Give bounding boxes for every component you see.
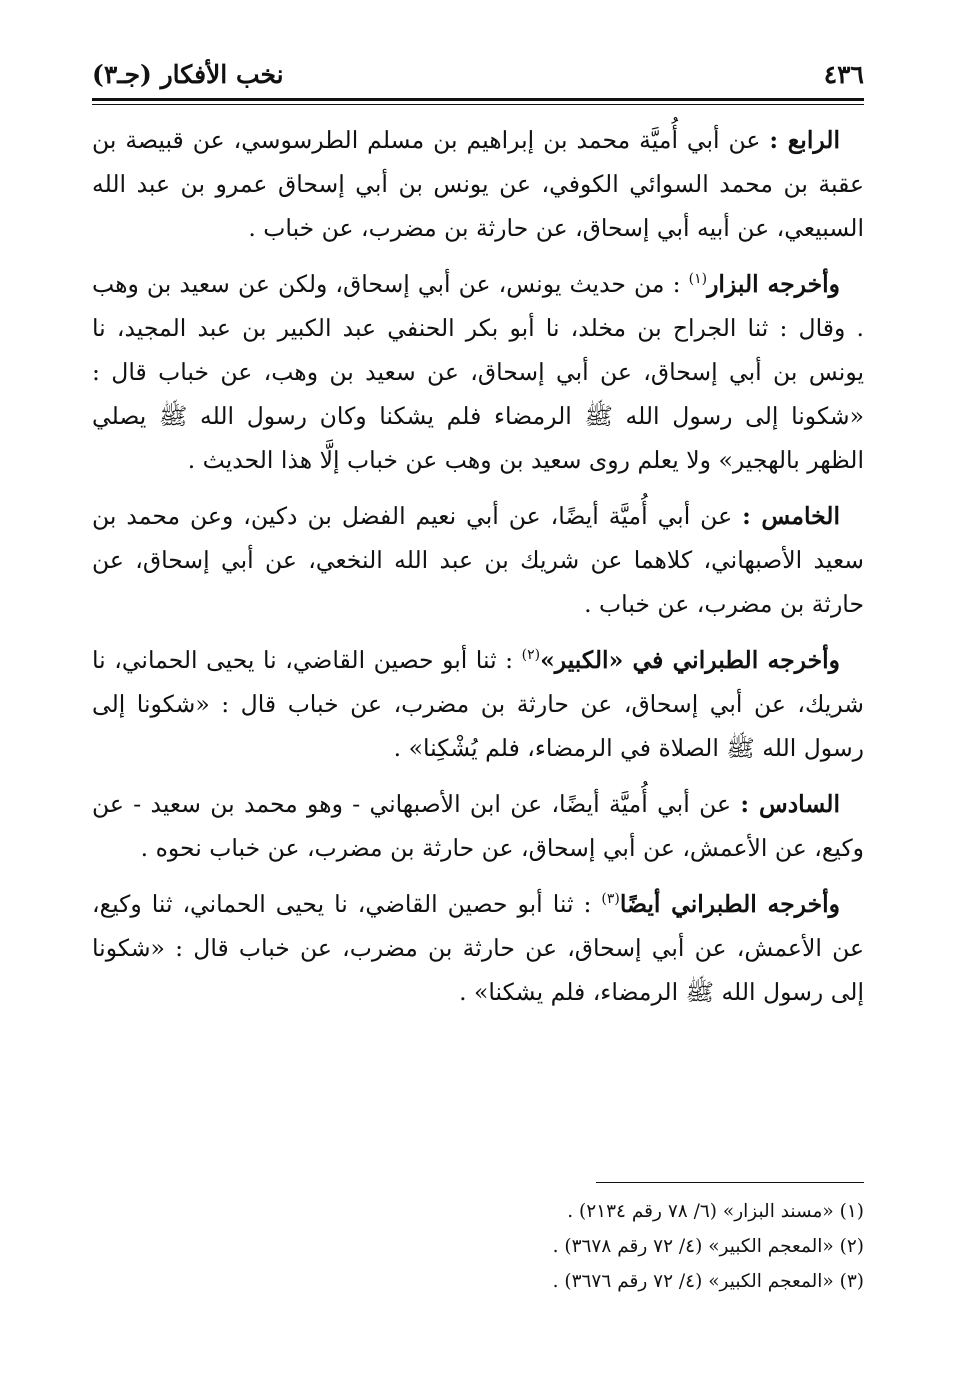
paragraph-text: : ثنا أبو حصين القاضي، نا يحيى الحماني، ثنا وكيع، عن الأعمش، عن أبي إسحاق، عن حارثة بن مضرب، عن خباب قال : «شكونا إلى رسول الله ﷺ الرمضاء، فلم يشكنا» . <box>92 890 864 1006</box>
paragraph-bazzar <box>92 262 864 482</box>
paragraph-tabarani-kabir <box>92 638 864 770</box>
paragraph-chain-6 <box>92 782 864 870</box>
paragraph-tabarani-also <box>92 882 864 1014</box>
footnote-ref-2[interactable]: (٢) <box>521 647 541 664</box>
header-rule-thin <box>92 104 864 105</box>
paragraph-lead: وأخرجه البزار <box>707 270 840 298</box>
paragraph-text: عن أبي أُميَّة أيضًا، عن ابن الأصبهاني - وهو محمد بن سعيد - عن وكيع، عن الأعمش، عن أبي إسحاق، عن حارثة بن مضرب، عن خباب نحوه . <box>92 790 864 862</box>
book-title: نخب الأفكار (جـ٣) <box>92 59 284 89</box>
paragraph-text: عن أبي أُميَّة أيضًا، عن أبي نعيم الفضل بن دكين، وعن محمد بن سعيد الأصبهاني، كلاهما عن شريك بن عبد الله النخعي، عن أبي إسحاق، عن حارثة بن مضرب، عن خباب . <box>92 502 864 618</box>
paragraph-text: : ثنا أبو حصين القاضي، نا يحيى الحماني، نا شريك، عن أبي إسحاق، عن حارثة بن مضرب، عن خباب قال : «شكونا إلى رسول الله ﷺ الصلاة في الرمضاء، فلم يُشْكِنا» . <box>92 646 864 762</box>
paragraph-text: عن أبي أُميَّة محمد بن إبراهيم بن مسلم الطرسوسي، عن قبيصة بن عقبة بن محمد السوائي الكوفي، عن يونس بن أبي إسحاق عمرو بن عبد الله السبيعي، عن أبيه أبي إسحاق، عن حارثة بن مضرب، عن خباب . <box>92 126 864 242</box>
footnote-ref-1[interactable]: (١) <box>688 271 708 288</box>
header-rule-thick <box>92 98 864 101</box>
paragraph-lead: الخامس : <box>742 502 840 530</box>
footnote-3: (٣) «المعجم الكبير» (٤/ ٧٢ رقم ٣٦٧٦) . <box>552 1271 864 1292</box>
running-header <box>92 52 864 96</box>
paragraph-chain-5 <box>92 494 864 626</box>
footnote-1: (١) «مسند البزار» (٦/ ٧٨ رقم ٢١٣٤) . <box>567 1201 864 1222</box>
paragraph-chain-4 <box>92 118 864 250</box>
footnote-ref-3[interactable]: (٣) <box>601 891 620 908</box>
paragraph-lead: السادس : <box>740 790 840 818</box>
paragraph-lead: وأخرجه الطبراني في «الكبير» <box>540 646 840 674</box>
main-text <box>92 118 864 1026</box>
footnote-2: (٢) «المعجم الكبير» (٤/ ٧٢ رقم ٣٦٧٨) . <box>552 1236 864 1257</box>
footnote-separator <box>596 1182 864 1183</box>
footnotes <box>92 1194 864 1299</box>
paragraph-text: : من حديث يونس، عن أبي إسحاق، ولكن عن سعيد بن وهب . وقال : ثنا الجراح بن مخلد، نا أبو بكر الحنفي عبد الكبير بن عبد المجيد، نا يونس بن أبي إسحاق، عن أبي إسحاق، عن سعيد بن وهب، عن خباب قال : «شكونا إلى رسول الله ﷺ الرمضاء فلم يشكنا وكان رسول الله ﷺ يصلي الظهر بالهجير» ولا يعلم روى سعيد بن وهب عن خباب إلَّا هذا الحديث . <box>92 270 864 474</box>
paragraph-lead: الرابع : <box>769 126 840 154</box>
page-number: ٤٣٦ <box>823 59 864 89</box>
paragraph-lead: وأخرجه الطبراني أيضًا <box>619 890 840 918</box>
